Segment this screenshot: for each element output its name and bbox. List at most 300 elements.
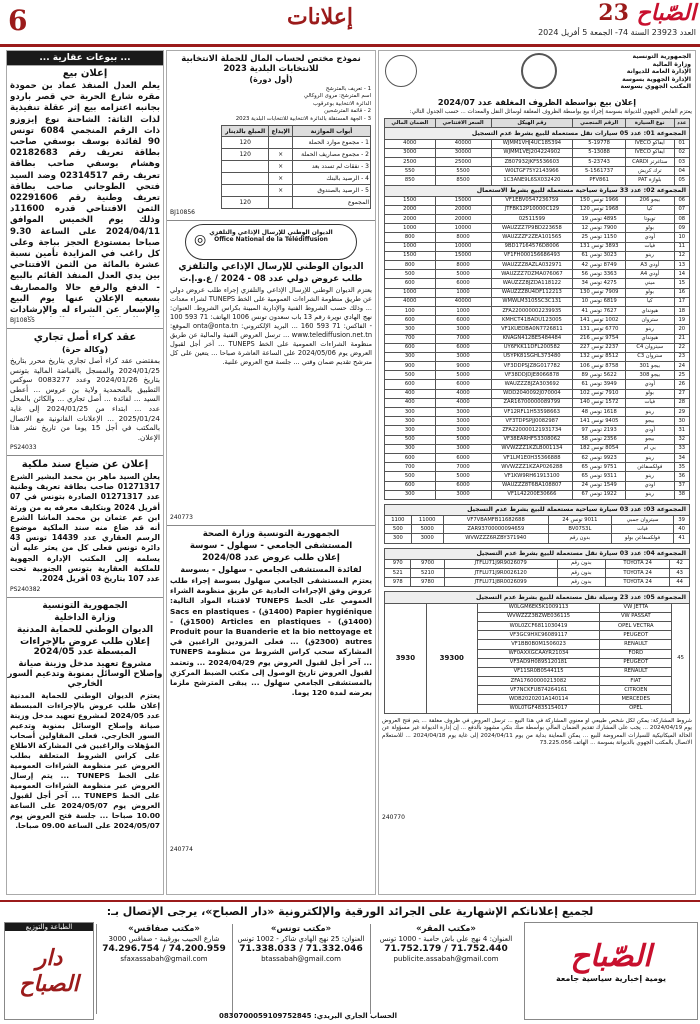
vehicle-cell: 29 (674, 408, 689, 417)
vehicle-cell: 5000 (435, 270, 491, 279)
vehicle-cell: 2000 (385, 215, 436, 224)
vehicle-cell: WMWLM3105SC3C131 (491, 297, 573, 306)
vehicle-cell: 1000 (385, 242, 436, 251)
form-table-cell: × (269, 161, 293, 173)
vehicle-cell: 3000 (435, 490, 491, 499)
vehicle-cell: 1002 تونس 141 (573, 316, 626, 325)
vehicle-cell: بيجو 308 (625, 371, 674, 380)
vehicle-cell: 300 (385, 444, 436, 453)
vehicle-cell: 4895 تونس 19 (573, 215, 626, 224)
form-title: نموذج مختص لحساب المال للحملة الانتخابية للانتخابات البلدية 2023 (181, 53, 361, 73)
vehicle-row (385, 417, 690, 426)
vehicle-cell: 13 (674, 261, 689, 270)
hospital-ref: 240774 (170, 846, 193, 854)
vehicle-cell: 7627 تونس 41 (573, 306, 626, 315)
vehicle-cell: 30 (674, 417, 689, 426)
form-table-row (222, 161, 371, 173)
vehicle-cell: WVWZZZ3BZWE036115 (477, 612, 600, 621)
vehicle-cell: 500 (385, 371, 436, 380)
vehicle-cell: 3000 (435, 325, 491, 334)
form-table-cell (222, 173, 269, 185)
tender-text: يعتزم الديوان الوطني للحماية المدنية إعلان طلب عروض بالإجراءات المبسطة عدد 2024/05 لمشروع تعهيد مدخل وزينة صيانة وإصلاح الوسائل بمنوبة وتدعيم السور الخارجي. فعلى المقاولين أصحاب المؤهلات والراغبين في المشاركة الاطلاع على كراس الشروط المتعلقة بطلب العروض عبر منظومة الشراءات العمومية على الخط TUNEPS ... يتم إرسال العروض عبر منظومة الشراءات العمومية على الخط TUNEPS ... آخر أجل لقبول العروض يوم 2024/05/07 على الساعة 10.00 صباحا ... جلسة فتح العروض يوم 2024/05/07 على الساعة 09.00 صباحا. (10, 691, 160, 830)
vehicle-row (385, 380, 690, 389)
vehicle-cell: 32 (674, 435, 689, 444)
vehicle-cell: WAUZZZ7P9BD223658 (491, 224, 573, 233)
vehicle-cell: 11000 (411, 516, 443, 525)
vehicle-cell: 14 (674, 270, 689, 279)
vehicle-cell: 20 (674, 325, 689, 334)
vehicle-row (385, 167, 690, 176)
vehicle-row (385, 398, 690, 407)
vehicle-row (385, 233, 690, 242)
vehicle-cell: سيتروان جمبي (611, 516, 674, 525)
vehicle-cell: رينو (625, 490, 674, 499)
vehicle-row (385, 261, 690, 270)
vehicle-cell: 43 (670, 569, 690, 578)
vehicle-cell: 500 (385, 435, 436, 444)
customs-seal-left (385, 55, 417, 87)
office-main-phone: 71.752.179 / 71.752.440 (384, 944, 508, 954)
vehicle-cell: 800 (385, 233, 436, 242)
vehicle-cell: W0L0ZCF6811030419 (477, 621, 600, 630)
footer-contacts (0, 900, 700, 1024)
vehicle-cell: 6819 تونس 10 (573, 297, 626, 306)
vehicle-cell: 600 (385, 453, 436, 462)
lease-subtitle: (وكالة حرة) (61, 345, 109, 354)
vehicle-cell: 30000 (435, 148, 491, 157)
office-sfax-address: شارع الحبيب بورقيبة - صفاقس 3000 (108, 935, 220, 943)
vehicle-cell: VF38DDJDJE8066878 (491, 371, 573, 380)
vehicle-cell: PEUGEOT (600, 631, 672, 640)
vehicle-cell: 3000 (435, 444, 491, 453)
vehicle-cell: 10 (674, 233, 689, 242)
lease-text: بمقتضى عقد كراء أصل تجاري بتاريخ محرر بتاريخ 2024/01/25 والمسجل بالقباضة المالية بتونس بتاريخ 2024/01/26 وعدد 0083277 سوكس التطبيق بالمحمدية ولاية بن عروس ... أعطى السيد ... لفائدة ... أصل تجاري ... والكائن بالمحل عدد ... ابتداء من 2024/01/25 إلى غاية 2025/01/24 ... الإعلانات القانونية مع الاتصال بالمكتب في أجل 15 يوما من تاريخ نشر هذا الإعلان. (10, 356, 160, 442)
vehicle-cell: فيات (611, 525, 674, 534)
vehicle-table-header-cell: الضمان المالي (385, 119, 436, 128)
vehicle-cell: 700 (385, 334, 436, 343)
vehicle-cell: 400 (385, 398, 436, 407)
vehicle-cell: فيات (625, 398, 674, 407)
vehicle-cell: فولكسفاغن (625, 463, 674, 472)
vehicle-cell: MERCEDES (600, 695, 672, 704)
onta-text: يعتزم الديوان الوطني للإرسال الإذاعي والتلفزي إجراء طلب عروض دولي عن طريق منظومة الشراءات العمومية على الخط TUNEPS لشراء معدات ... وذلك حسب الشروط الفنية والإدارية المبينة بكراس الشروط. العنوان: نهج الهادي نويرة رقم 13 باب سعدون تونس 1006 الهاتف: 71 593 100 - الفاكس: 71 593 160 ... البريد الإلكتروني: onta@onta.tn الموقع: www.telediffusion.net.tn ... ترسل العروض الفنية والمالية عن طريق منظومة الشراءات العمومية على الخط TUNEPS ... آخر أجل لقبول العروض يوم 2024/05/06 على الساعة العاشرة صباحا ... يتعين على كل مترشح تقديم ضمان وقتي ... جلسة فتح العروض علنية. (170, 286, 372, 367)
vehicle-cell: 3000 (435, 426, 491, 435)
vehicle-row (385, 334, 690, 343)
vehicle-cell: 2237 تونس 227 (573, 343, 626, 352)
customs-ministry: وزارة المالية (652, 60, 691, 68)
vehicle-cell: فولكسفاغن بولو (611, 534, 674, 543)
vehicle-cell: ستروان C3 (625, 352, 674, 361)
vehicle-cell: VF11SR0B0544115 (477, 667, 600, 676)
vehicle-cell: بدون رقم (557, 559, 605, 568)
vehicle-cell: 21 (674, 334, 689, 343)
form-table-header: الإيداع (269, 126, 293, 137)
vehicle-cell: VF1KW9RH61913100 (491, 472, 573, 481)
vehicle-cell: رينو (625, 472, 674, 481)
vehicle-cell: ZB07932JKF5536603 (491, 157, 573, 166)
vehicle-cell: 1C3ANE9L6SX032420 (491, 176, 573, 185)
vehicle-cell: 3000 (435, 417, 491, 426)
vehicle-cell: 900 (385, 362, 436, 371)
vehicle-cell: 1150 تونس 25 (573, 233, 626, 242)
vehicle-table-header (385, 119, 690, 128)
customs-republic: الجمهورية التونسية (632, 53, 691, 60)
vehicle-cell: TOYOTA 24 (605, 569, 669, 578)
vehicle-cell: VF1FH000156686493 (491, 251, 573, 260)
footer-printing: الطباعة والتوزيع (5, 923, 93, 931)
vehicle-cell: 9311 تونس 65 (573, 472, 626, 481)
vehicle-cell: 6000 (435, 380, 491, 389)
vehicle-row (385, 205, 690, 214)
onta-logo-fr: Office National de la Télédiffusion (214, 236, 328, 244)
tender-notice: إعلان طلب عروض بالإجراءات المبسطة عدد 2024/05 (20, 637, 150, 657)
office-main-title: «مكتب المقر» (416, 924, 476, 934)
vehicle-cell: 550 (385, 167, 436, 176)
customs-office: المكتب الجهوي بسوسة (620, 83, 691, 91)
customs-sale-title: إعلان بيع بواسطة الظروف المغلقة عدد 2024/07 (437, 97, 637, 107)
vehicle-cell: 2193 تونس 97 (573, 426, 626, 435)
vehicle-row (385, 453, 690, 462)
vehicle-cell: VF3AD9H0895120181 (477, 658, 600, 667)
vehicle-cell: U5YPK81SGHL373480 (491, 352, 573, 361)
vehicle-cell: 15000 (435, 196, 491, 205)
vehicle-cell: 978 (385, 578, 411, 587)
vehicle-cell: 2356 تونس 58 (573, 435, 626, 444)
vehicle-cell: 1500 (385, 251, 436, 260)
vehicle-cell: 1549 تونس 24 (573, 481, 626, 490)
vehicle-cell: 300 (385, 426, 436, 435)
vehicle-cell: أودي A3 (625, 261, 674, 270)
vehicle-cell: 5500 (435, 167, 491, 176)
vehicle-cell: 39 (674, 516, 690, 525)
vehicle-row (385, 270, 690, 279)
vehicle-cell: بلوازة PAT (625, 176, 674, 185)
vehicle-cell: 300 (385, 325, 436, 334)
page-header (0, 0, 700, 47)
office-sfax-phone: 74.296.754 / 74.200.959 (102, 944, 226, 954)
vehicle-row (385, 516, 690, 525)
vehicle-cell: 300 (385, 490, 436, 499)
vehicle-row (385, 426, 690, 435)
vehicle-cell: هيونداي (625, 306, 674, 315)
vehicle-cell: هيونداي (625, 334, 674, 343)
vehicle-cell: 44 (670, 578, 690, 587)
vehicle-cell: 09 (674, 224, 689, 233)
vehicle-cell: ترك كريش (625, 167, 674, 176)
vehicle-cell: 42 (670, 559, 690, 568)
vehicle-cell: UY6FKK11DFL200582 (491, 343, 573, 352)
footer-publisher-box (4, 922, 94, 1020)
vehicle-cell: WVWZZZ1KZAP026288 (491, 463, 573, 472)
footer-tagline: يومية إخبارية سياسية جامعة (556, 974, 666, 983)
office-tunis-address: العنوان: 25 نهج الهادي شاكر - 1002 تونس (237, 935, 365, 943)
vehicle-row (385, 325, 690, 334)
vehicle-cell: 10000 (435, 224, 491, 233)
vehicle-cell: VF1L42200E30666 (491, 490, 573, 499)
vehicle-cell: JTFLU71J9R0026120 (444, 569, 557, 578)
form-line: اسم المترشح: مروى الروكالي (303, 93, 371, 100)
vehicle-cell: KNAGN412BE5484484 (491, 334, 573, 343)
hospital-beneficiary: لفائدة المستشفى الجامعي - سهلول - بسوسة (180, 565, 362, 575)
vehicle-cell: ZFA220000121931734 (491, 426, 573, 435)
vehicle-cell: 6000 (435, 316, 491, 325)
vehicle-cell: رينو (625, 453, 674, 462)
vehicle-cell: بيجو (625, 417, 674, 426)
vehicle-cell: رينو (625, 325, 674, 334)
vehicle-cell: VF3GC9HXC96089117 (477, 631, 600, 640)
vehicle-cell: 7000 (435, 463, 491, 472)
vehicle-cell: VF1KUEDBA0N7726811 (491, 325, 573, 334)
vehicle-cell: CITROEN (600, 686, 672, 695)
vehicle-cell: 40 (674, 525, 690, 534)
vehicle-cell: 600 (385, 343, 436, 352)
form-table-cell: 120 (222, 149, 269, 161)
group-4-header: المجموعة 04: عدد 03 سيارة نقل مستعملة للبيع بشرط عدم التسجيل (385, 548, 690, 559)
vehicle-cell: 1572 تونس 140 (573, 398, 626, 407)
vehicle-cell: W0L0TGF4835154017 (477, 704, 600, 713)
conditions-ref: 240770 (382, 813, 405, 821)
form-table-cell: × (269, 185, 293, 197)
vehicle-cell: RENAULT (600, 640, 672, 649)
form-table-header: المبلغ بالدينار (222, 126, 269, 137)
vehicle-cell: 1618 تونس 48 (573, 408, 626, 417)
vehicle-row (385, 297, 690, 306)
form-table-row (222, 137, 371, 149)
vehicle-cell: 5000 (435, 371, 491, 380)
vehicle-cell: RENAULT (600, 667, 672, 676)
vehicle-cell: 3000 (411, 534, 443, 543)
onta-title: الديوان الوطني للإرسال الإذاعي والتلفزي (178, 262, 364, 273)
vehicle-cell: W0LTGF75Y2143966 (491, 167, 573, 176)
vehicle-cell: TOYOTA 24 (605, 578, 669, 587)
vehicle-cell: 600 (385, 380, 436, 389)
sale-ref: BJ10855 (10, 317, 35, 324)
vehicle-row (385, 343, 690, 352)
vehicle-cell: 3023 تونس 61 (573, 251, 626, 260)
onta-logo (185, 224, 357, 260)
vehicle-cell: 6000 (435, 453, 491, 462)
vehicle-row (385, 215, 690, 224)
vehicle-table-5 (384, 591, 690, 713)
form-table-cell: 1 - مجموع موارد الحملة (292, 137, 370, 149)
vehicle-cell: 300 (385, 417, 436, 426)
form-table-cell: المجموع (292, 197, 370, 209)
vehicle-row (385, 408, 690, 417)
vehicle-cell: 25 (674, 371, 689, 380)
vehicle-cell: PEUGEOT (600, 658, 672, 667)
vehicle-row (385, 435, 690, 444)
vehicle-cell: 3000 (385, 148, 436, 157)
hospital-name: المستشفى الجامعي - سهلول - سوسة (189, 541, 353, 552)
vehicle-cell: ستروان (625, 316, 674, 325)
vehicle-cell: بيجو (625, 435, 674, 444)
group-5-header: المجموعة 05: عدد 23 وسيلة نقل مستعملة للبيع بشرط عدم التسجيل (385, 592, 690, 603)
vehicle-cell: 07 (674, 205, 689, 214)
vehicle-row (385, 569, 690, 578)
vehicle-cell: 8054 تونس 182 (573, 444, 626, 453)
vehicle-cell: 970 (385, 559, 411, 568)
sale-text: يعلم العدل المنفذ عماد بن حمودة مقره شارع الحرية حي قصر باردو بجانبه اعتزامه بيع إثر عقلة تنفيذية لذات الثاثة: الشاحنة نوع إيزوزو ذات الرقم المنجمي 6084 تونس 90 لفائدة بوسف بوسفي صاحب بطاقة تعريف رقم 02182683 وهشام بوسفي صاحب بطاقة تعريف رقم 02314517 وضد السيد فتحي الطوجاني صاحب بطاقة تعريف وطنية رقم 02291606 الثمن الافتتاحي قدره 11600د وذلك يوم الخميس الموافق 2024/04/11 على الساعة 9.30 صباحا بمستودع الحجز بباجة وعلى كل راغب في المزايدة تأمين نسبة عشرة بالمائة من الثمن الافتتاحي بين يدي العدل المنفذ القائم بالبيع - الدفع والرفع حالا والمصاريف بسعيه الإعلان عنها يوم البيع والإسعار عن الشراء له والإرشادات (10, 81, 160, 316)
vehicle-cell: WAUZZZ8U4DF112213 (491, 288, 573, 297)
vehicle-cell: OPEL (600, 704, 672, 713)
vehicle-cell: أودي (625, 481, 674, 490)
vehicle-table-3 (384, 504, 690, 544)
vehicle-cell: VF7NCKFUB74264161 (477, 686, 600, 695)
form-line: 3 - الجهة المستقلة بالدائرة الانتخابية للانتخابات البلدية 2023 (235, 115, 371, 122)
vehicle-cell: ميني (625, 279, 674, 288)
masthead-logo: 23 الصّباح (598, 0, 696, 26)
vehicle-row (385, 371, 690, 380)
vehicle-cell: 12 (674, 251, 689, 260)
vehicle-cell: 4000 (385, 297, 436, 306)
vehicle-cell: بدون رقم (557, 578, 605, 587)
vehicle-cell: VW JETTA (600, 603, 672, 612)
vehicle-row (385, 288, 690, 297)
group-1-header: المجموعة 01: عدد 05 سيارات نقل مستعملة للبيع بشرط عدم التسجيل (385, 128, 690, 139)
vehicle-cell: 600 (385, 316, 436, 325)
footer-logo-dar: دار الصباح (19, 945, 79, 997)
vehicle-cell: أودي (625, 233, 674, 242)
vehicle-cell: رينو (625, 251, 674, 260)
vehicle-cell: 9011 تونس 24 (548, 516, 611, 525)
vehicle-cell: 33 (674, 444, 689, 453)
vehicle-cell: 4000 (435, 389, 491, 398)
vehicle-row (385, 603, 690, 612)
form-table-cell: 120 (222, 197, 269, 209)
vehicle-cell: 27 (674, 389, 689, 398)
vehicle-cell: 19 (674, 316, 689, 325)
vehicle-cell: 25000 (435, 157, 491, 166)
form-table-cell: 4 - الرصيد بالبنك (292, 173, 370, 185)
vehicle-cell: VF1BB0B0M1506023 (477, 640, 600, 649)
vehicle-cell: 500 (385, 472, 436, 481)
form-table-cell (269, 137, 293, 149)
campaign-finance-table (221, 125, 371, 209)
vehicle-row (385, 578, 690, 587)
vehicle-cell: 100 (385, 306, 436, 315)
vehicle-cell: بولو (625, 288, 674, 297)
vehicle-cell: 40000 (435, 139, 491, 148)
vehicle-cell: كيا (625, 205, 674, 214)
vehicle-cell: 36 (674, 472, 689, 481)
vehicle-cell: 31 (674, 426, 689, 435)
vehicle-cell: 5-19778 (573, 139, 626, 148)
page-number: 6 (8, 4, 28, 37)
vehicle-cell: WAUZZZ8T6BA108807 (491, 481, 573, 490)
vehicle-cell: 15000 (435, 251, 491, 260)
vehicle-cell: 16 (674, 288, 689, 297)
customs-direction: الإدارة العامة للديوانة (626, 68, 691, 76)
section-title: إعلانات (287, 4, 353, 30)
vehicle-cell: 1968 تونس 120 (573, 205, 626, 214)
vehicle-cell: 15 (674, 279, 689, 288)
vehicle-cell: 1922 تونس 67 (573, 490, 626, 499)
vehicle-row (385, 196, 690, 205)
form-lines (171, 86, 371, 123)
vehicle-cell: 10000 (435, 242, 491, 251)
tender-project: مشروع تعهيد مدخل وزينة صيانة وإصلاح الوسائل بمنوبة وتدعيم السور الخارجي (7, 659, 163, 689)
hospital-tender: إعلان طلب عروض عدد 2024/08 (202, 553, 340, 564)
customs-sale-intro: يعتزم القابض الجهوي للديوانة بسوسة إجراء بيع بواسطة الظروف المغلقة لوسائل النقل والمعدات ... حسب الجدول التالي: (409, 109, 692, 115)
form-subtitle: (أول دورة) (249, 75, 293, 84)
form-table-row (222, 185, 371, 197)
form-line: 2 - قائمة المترشحين (324, 108, 371, 115)
vehicle-cell: تويوتا (625, 215, 674, 224)
vehicle-cell: 1000 (435, 288, 491, 297)
tender-office: الديوان الوطني للحماية المدنية (16, 625, 154, 635)
vehicle-cell: 05 (674, 176, 689, 185)
vehicle-row (385, 157, 690, 166)
vehicle-cell: 1000 (435, 306, 491, 315)
vehicle-cell: 4000 (385, 139, 436, 148)
vehicle-cell: 03 (674, 157, 689, 166)
vehicle-cell: BV0753L (548, 525, 611, 534)
vehicle-cell: 01 (674, 139, 689, 148)
hospital-republic: الجمهورية التونسية وزارة الصحة (202, 529, 340, 540)
vehicle-cell: FORD (600, 649, 672, 658)
tender-ministry: وزارة الداخلية (54, 613, 116, 623)
vehicle-row (385, 525, 690, 534)
vehicle-cell: JTFBK12P10000C129 (491, 205, 573, 214)
vehicle-cell: 7909 تونس 130 (573, 288, 626, 297)
vehicle-cell: VF3TDPSPJJ0082987 (491, 417, 573, 426)
vehicle-row (385, 242, 690, 251)
vehicle-cell: 3363 تونس 56 (573, 270, 626, 279)
form-table-row (222, 149, 371, 161)
vehicle-cell: 22 (674, 343, 689, 352)
vehicle-row (385, 463, 690, 472)
ads-column-title: ... بيوعات عقارية ... (7, 51, 163, 66)
vehicle-row (385, 139, 690, 148)
vehicle-cell: WDB2020201A140114 (477, 695, 600, 704)
vehicle-cell: 9BD17164576D8006 (491, 242, 573, 251)
vehicle-row (385, 534, 690, 543)
vehicle-cell: 500 (385, 270, 436, 279)
vehicle-cell: 3893 تونس 131 (573, 242, 626, 251)
vehicle-row (385, 316, 690, 325)
vehicle-cell: OPEL VECTRA (600, 621, 672, 630)
vehicle-cell: ZAR16700000089799 (491, 398, 573, 407)
footer-logo: الصّباح (570, 939, 652, 974)
vehicle-cell: 6000 (435, 481, 491, 490)
vehicle-cell: 6000 (435, 343, 491, 352)
footer-bank-line: الحساب الجاري البريدي: 0830700059109752845 (219, 1012, 397, 1020)
office-sfax-email: sfaxassabah@gmail.com (120, 955, 208, 963)
vehicle-cell: 2000 (385, 205, 436, 214)
middle-column (166, 50, 376, 895)
vehicle-table-header-cell: نوع السيارة (625, 119, 674, 128)
customs-regional: الإدارة الجهوية بسوسة (622, 75, 691, 83)
vehicle-cell: 5-1561737 (573, 167, 626, 176)
lost-deed-title: إعلان عن ضياع سند ملكية (21, 459, 149, 470)
vehicle-cell: 5000 (435, 435, 491, 444)
vehicle-cell: TOYOTA 24 (605, 559, 669, 568)
vehicle-row (385, 176, 690, 185)
vehicle-cell: 521 (385, 569, 411, 578)
vehicle-cell: 11 (674, 242, 689, 251)
footer-headline: لجميع إعلاناتكم الإشهارية على الجرائد الورقية والإلكترونية «دار الصباح»، يرجى الإتصال بـ: (106, 905, 594, 918)
vehicle-row (385, 306, 690, 315)
vehicle-cell: 8749 تونس 42 (573, 261, 626, 270)
vehicle-cell: بيجو 206 (625, 196, 674, 205)
vehicle-table-1 (384, 118, 690, 500)
vehicle-row (385, 251, 690, 260)
vehicle-cell: 7000 (435, 334, 491, 343)
customs-seal-center (521, 53, 557, 89)
vehicle-cell: 850 (385, 176, 436, 185)
sale-title: إعلان بيع (62, 68, 108, 79)
vehicle-cell: WVWZZZ6RZBY371940 (443, 534, 548, 543)
